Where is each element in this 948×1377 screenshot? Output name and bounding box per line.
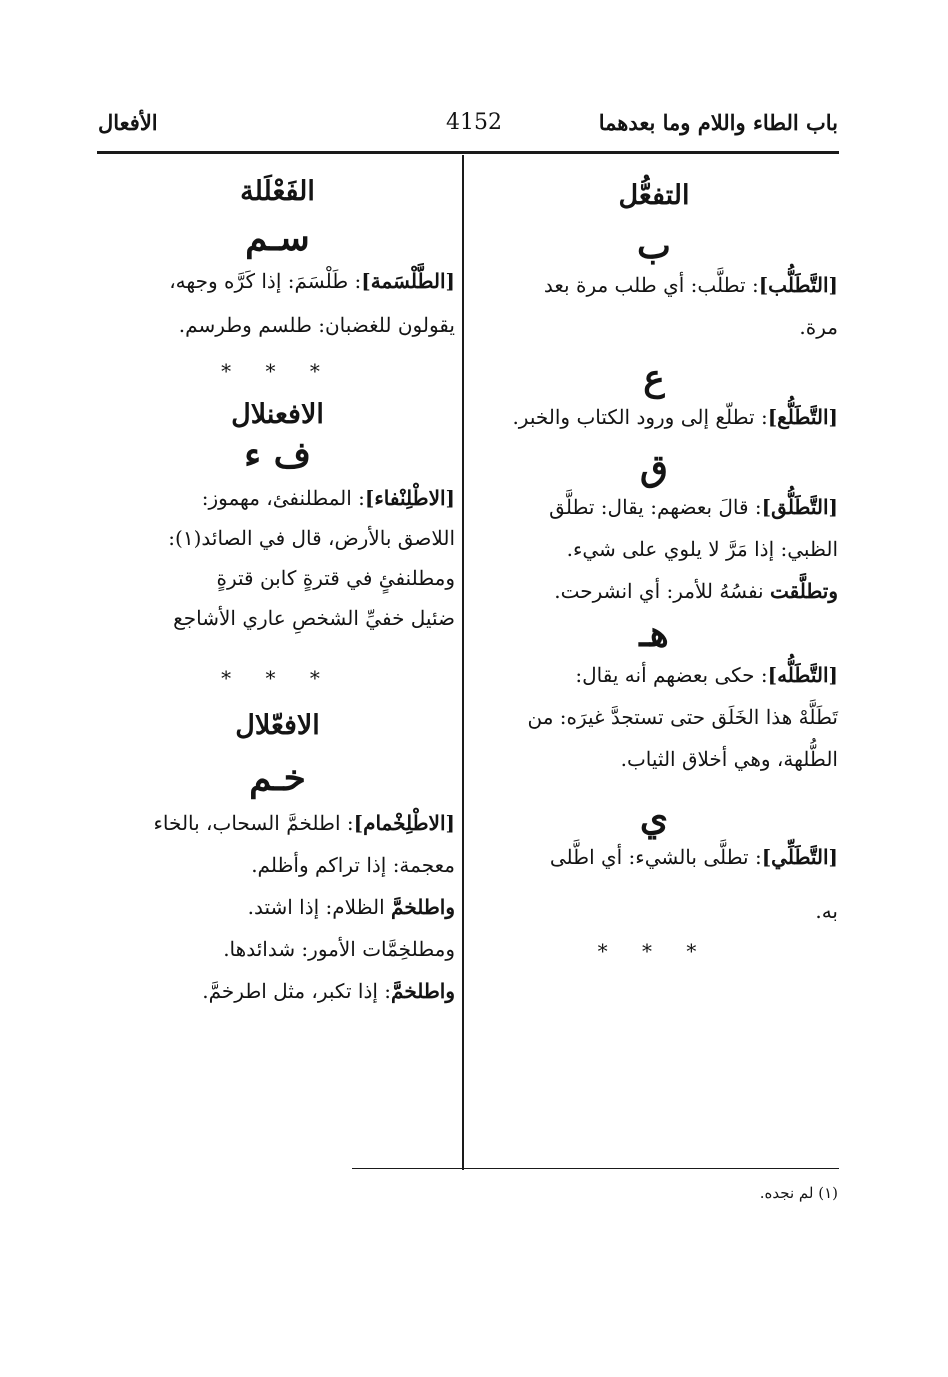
entry-text: : اطلخمَّ السحاب، بالخاء (153, 811, 354, 835)
entry-head: [الطَّلْسَمة] (361, 269, 455, 293)
entry-itlinfa (100, 486, 455, 510)
entry-talsama (100, 269, 455, 293)
entry-head: وتطلَّقت (769, 579, 838, 603)
entry-tatalluh (470, 663, 838, 687)
right-column (470, 172, 838, 963)
section-divider-stars: * * * (597, 939, 711, 963)
letter-heading: سـم (245, 217, 310, 259)
entry-line: به. (815, 899, 838, 923)
entry-text: : قالَ بعضهم: يقال: تطلَّق (549, 495, 762, 519)
letter-heading: ف ء (244, 434, 311, 476)
letter-heading-ain: ع (643, 357, 665, 399)
verse-line: ضئيل خفيِّ الشخصِ عاري الأشاجع (173, 606, 455, 630)
column-divider (462, 155, 464, 1170)
letter-heading: خـم (249, 757, 306, 799)
entry-text: : طَلْسَمَ: إذا كَرَّه وجهه، (169, 269, 362, 293)
entry-tatallub (470, 273, 838, 297)
page-number: 4152 (446, 110, 502, 135)
entry-line: يقولون للغضبان: طلسم وطرسم. (178, 313, 455, 337)
entry-text: : تطلَّب: أي طلب مرة بعد (543, 273, 759, 297)
entry-head: [الاطْلِخْمام] (353, 811, 455, 835)
letter-heading-ya: ي (639, 797, 669, 839)
entry-head: [التَّطَلُّق] (761, 495, 838, 519)
entry-text: : تطلّع إلى ورود الكتاب والخبر. (512, 405, 768, 429)
section-heading: التفعُّل (618, 180, 690, 211)
entry-text: : حكى بعضهم أنه يقال: (575, 663, 768, 687)
section-heading: الفَعْلَلة (240, 176, 315, 207)
entry-head: واطلخمَّ (391, 979, 455, 1003)
entry-itlakhamma-2 (100, 979, 455, 1003)
entry-text: : المطلنفئ، مهموز: (201, 486, 365, 510)
letter-heading-ba: ب (637, 225, 671, 267)
left-column (100, 172, 455, 1003)
entry-line: معجمة: إذا تراكم وأظلم. (251, 853, 455, 877)
entry-text: : إذا تكبر، مثل اطرخمَّ. (202, 979, 392, 1003)
entry-head: [التَّطَلُّب] (758, 273, 838, 297)
entry-line: الطُّلهة، وهي أخلاق الثياب. (620, 747, 838, 771)
letter-heading-ha: هـ (639, 613, 669, 655)
entry-tatalli (470, 845, 838, 869)
entry-line: مرة. (799, 315, 838, 339)
entry-itlikhmam (100, 811, 455, 835)
section-divider-stars: * * * (221, 666, 334, 690)
entry-line: الظبي: إذا مَرَّ لا يلوي على شيء. (566, 537, 838, 561)
entry-line: تَطَلَّهْ هذا الخَلَق حتى تستجدَّ غيرَه: من (527, 705, 838, 729)
section-heading: الافعنلال (231, 399, 324, 430)
header-rule (97, 151, 839, 154)
section-heading: الافعّلال (235, 710, 320, 741)
entry-line: اللاصق بالأرض، قال في الصائد(١): (168, 526, 455, 550)
verse-line: ومطلنفئٍ في قترةٍ كابن قترةٍ (216, 566, 455, 590)
entry-head: [التَّطَلُّه] (767, 663, 838, 687)
footnote: (١) لم نجده. (759, 1184, 838, 1202)
footnote-rule (352, 1168, 839, 1169)
entry-text: : تطلَّى بالشيء: أي اطَّلى (549, 845, 762, 869)
entry-itlakhamma (100, 895, 455, 919)
entry-tatalluq (470, 495, 838, 519)
entry-tatallaqat (470, 579, 838, 603)
entry-head: واطلخمَّ (391, 895, 455, 919)
entry-text: الظلام: إذا اشتد. (247, 895, 392, 919)
section-title: الأفعال (98, 110, 158, 135)
chapter-title: باب الطاء واللام وما بعدهما (598, 110, 838, 135)
entry-head: [التَّطَلِّي] (761, 845, 838, 869)
entry-line: ومطلخِمَّات الأمور: شدائدها. (223, 937, 455, 961)
entry-text: نفسُهُ للأمر: أي انشرحت. (554, 579, 770, 603)
entry-head: [التَّطَلُّع] (767, 405, 838, 429)
entry-head: [الاطْلِنْفاء] (364, 486, 455, 510)
letter-heading-qaf: ق (640, 447, 668, 489)
entry-tatallu (470, 405, 838, 429)
section-divider-stars: * * * (221, 359, 334, 383)
